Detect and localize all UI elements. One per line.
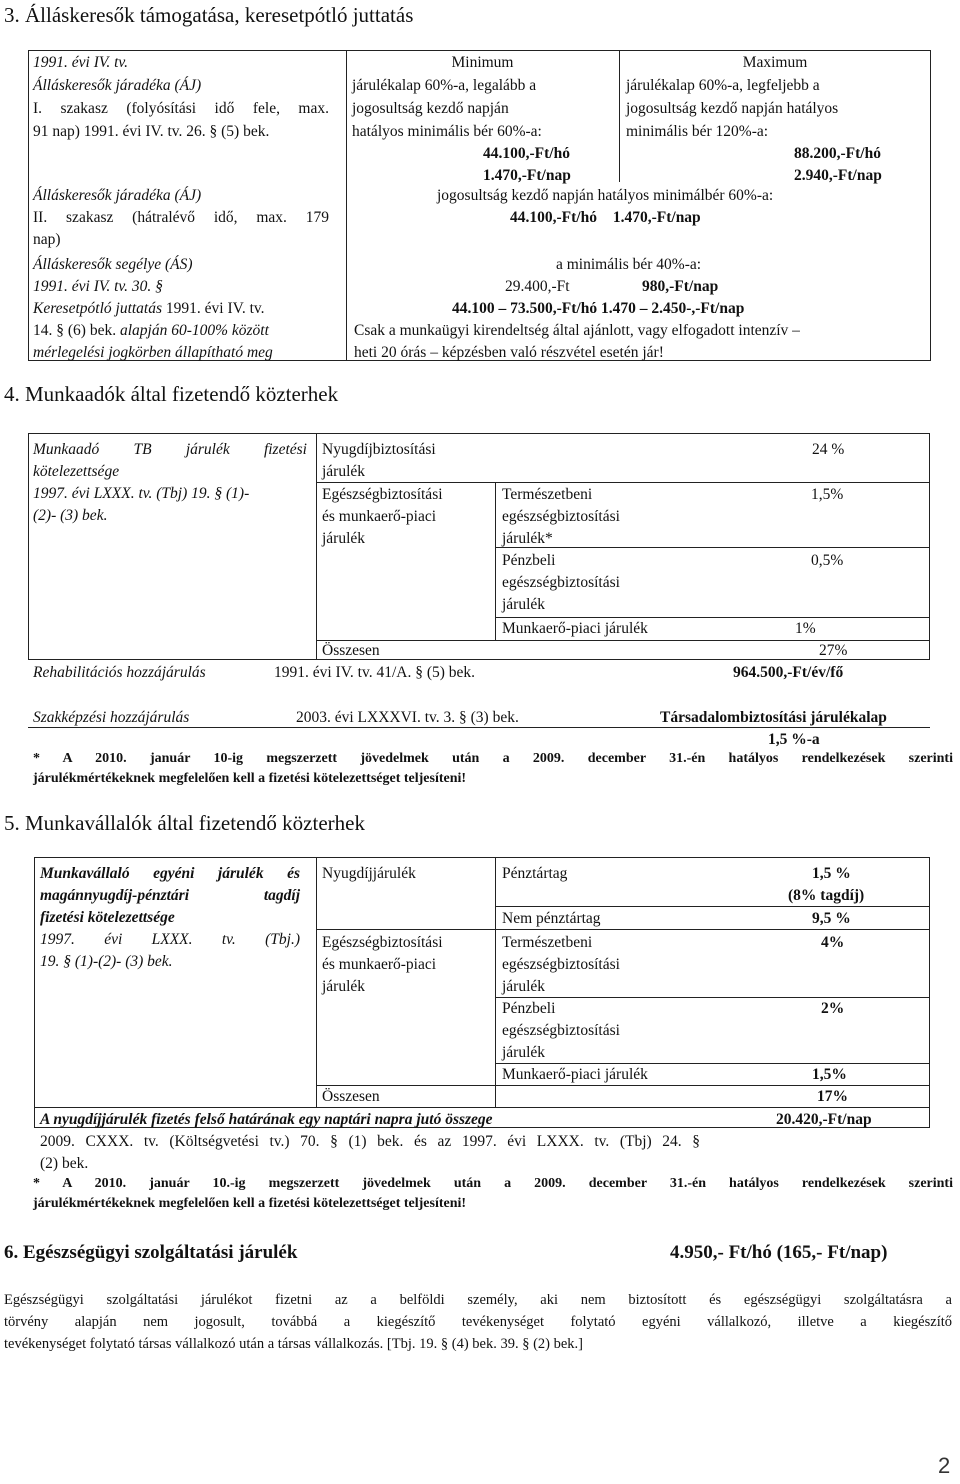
employee-table-divider (495, 857, 496, 1107)
pension-contribution: járulék (322, 463, 366, 480)
row2-value: jogosultság kezdő napján hatályos minimálbér 60%-a: (437, 187, 774, 204)
in-kind-health: járulék (502, 978, 546, 995)
health-contribution: járulék (322, 530, 366, 547)
employer-table-divider (495, 617, 930, 618)
total-label: Összesen (322, 642, 380, 659)
pension-cap-label: A nyugdíjjárulék fizetés felső határának egy naptári napra jutó összege (40, 1111, 493, 1128)
vocational-law: 2003. évi LXXXVI. tv. 3. § (3) bek. (296, 709, 519, 726)
employee-left: fizetési kötelezettsége (40, 909, 175, 926)
row2-label: Álláskeresők járadéka (ÁJ) (33, 187, 202, 204)
cash-health: Pénzbeli (502, 552, 556, 569)
page-number: 2 (938, 1453, 951, 1478)
row4-label: 14. § (6) bek. alapján 60-100% között (33, 322, 269, 339)
rehab-law: 1991. évi IV. tv. 41/A. § (5) bek. (274, 664, 476, 681)
row1-max: minimális bér 120%-a: (626, 123, 769, 140)
rehab-label: Rehabilitációs hozzájárulás (33, 664, 206, 681)
employee-table-divider (495, 1063, 930, 1064)
row1-min: hatályos minimális bér 60%-a: (352, 123, 542, 140)
pension-cap-law: (2) bek. (40, 1155, 89, 1172)
in-kind-health: egészségbiztosítási (502, 956, 620, 973)
employer-left: 1997. évi LXXX. tv. (Tbj) 19. § (1)- (33, 485, 250, 502)
section-3-heading: 3. Álláskeresők támogatása, keresetpótló juttatás (4, 3, 414, 27)
pension-cap-law: 2009. CXXX. tv. (Költségvetési tv.) 70. § (1) bek. és az 1997. évi LXXX. tv. (Tbj) 24. § (40, 1133, 700, 1150)
row4-label: Keresetpótló juttatás 1991. évi IV. tv. (33, 300, 265, 317)
header-law: 1991. évi IV. tv. (33, 54, 128, 71)
row3-value-amount: 29.400,-Ft (505, 278, 570, 295)
pension-rate: 24 % (812, 441, 845, 458)
vocational-rule (28, 727, 930, 728)
employer-left: Munkaadó TB járulék fizetési (33, 441, 307, 458)
vocational-value: 1,5 %-a (768, 731, 820, 748)
health-contribution: és munkaerő-piaci (322, 956, 437, 973)
vocational-value: Társadalombiztosítási járulékalap (660, 709, 887, 726)
cash-health: Pénzbeli (502, 1000, 556, 1017)
row3-label: 1991. évi IV. tv. 30. § (33, 278, 163, 295)
pension-contribution: Nyugdíjjárulék (322, 865, 416, 882)
section-6-heading: 6. Egészségügyi szolgáltatási járulék (4, 1242, 298, 1263)
row1-min: jogosultság kezdő napján (352, 100, 509, 117)
row1-min-value: 44.100,-Ft/hó (483, 145, 570, 162)
employee-table-divider (316, 1085, 930, 1086)
section-6-text: Egészségügyi szolgáltatási járulékot fizetni az a belföldi személy, aki nem biztosított és egészségügyi szolgáltatásra a (4, 1292, 952, 1308)
in-kind-health: Természetbeni (502, 934, 593, 951)
employer-table-divider (495, 547, 930, 548)
row1-label: I. szakasz (folyósítási idő fele, max. (33, 100, 329, 117)
non-fund-member: Nem pénztártag (502, 910, 601, 927)
cash-health-rate: 0,5% (811, 552, 844, 569)
in-kind-health-rate: 1,5% (811, 486, 844, 503)
row4-note: heti 20 órás – képzésben való részvétel esetén jár! (354, 344, 664, 361)
employee-table-divider (316, 857, 317, 1107)
section-6-text: tevékenységet folytató társas vállalkozó után a társas vállalkozás. [Tbj. 19. § (4) bek. 39. § (2) bek.] (4, 1336, 584, 1352)
section-4-heading: 4. Munkaadók által fizetendő közterhek (4, 382, 339, 406)
pension-contribution: Nyugdíjbiztosítási (322, 441, 436, 458)
row1-label: 91 nap) 1991. évi IV. tv. 26. § (5) bek. (33, 123, 270, 140)
labour-market-rate: 1,5% (812, 1066, 847, 1083)
health-contribution: járulék (322, 978, 366, 995)
employee-left: 1997. évi LXXX. tv. (Tbj.) (40, 931, 300, 948)
footnote: járulékmértékeknek megfelelően kell a fizetési kötelezettséget teljesíteni! (33, 771, 467, 786)
labour-market-contribution: Munkaerő-piaci járulék (502, 620, 648, 637)
in-kind-health: Természetbeni (502, 486, 593, 503)
employer-table-divider (316, 433, 317, 660)
row3-label: Álláskeresők segélye (ÁS) (33, 256, 193, 273)
header-maximum: Maximum (742, 54, 808, 71)
row1-max-value: 2.940,-Ft/nap (794, 167, 882, 184)
cash-health: járulék (502, 1044, 546, 1061)
employee-left: 19. § (1)-(2)- (3) bek. (40, 953, 173, 970)
health-contribution: és munkaerő-piaci (322, 508, 437, 525)
labour-market-contribution: Munkaerő-piaci járulék (502, 1066, 648, 1083)
employer-left: (2)- (3) bek. (33, 507, 108, 524)
row2-label: nap) (33, 231, 61, 248)
employee-table-divider (495, 906, 930, 907)
in-kind-health-rate: 4% (821, 934, 845, 951)
non-fund-member-rate: 9,5 % (812, 910, 851, 927)
row4-value: 44.100 – 73.500,-Ft/hó 1.470 – 2.450-,-Ft/nap (452, 300, 745, 317)
fund-member-fee: (8% tagdíj) (788, 887, 865, 904)
footnote: * A 2010. január 10.-ig megszerzett jövedelmek után a 2009. december 31.-én hatályos rendelkezések szerinti (33, 1176, 953, 1191)
row1-max: jogosultság kezdő napján hatályos (626, 100, 839, 117)
row1-min: járulékalap 60%-a, legalább a (352, 77, 537, 94)
employee-left: Munkavállaló egyéni járulék és (40, 865, 300, 882)
vocational-label: Szakképzési hozzájárulás (33, 709, 190, 726)
employee-table-divider (34, 1107, 930, 1108)
row3-value-amount: 980,-Ft/nap (642, 278, 719, 295)
fund-member: Pénztártag (502, 865, 568, 882)
employee-table-divider (495, 997, 930, 998)
row4-note: Csak a munkaügyi kirendeltség által ajánlott, vagy elfogadott intenzív – (354, 322, 800, 339)
cash-health: egészségbiztosítási (502, 574, 620, 591)
section-6-text: törvény alapján nem jogosult, továbbá a kiegészítő tevékenységet folytató egyéni vállalkozó, illetve a kiegészítő (4, 1314, 952, 1330)
rehab-amount: 964.500,-Ft/év/fő (733, 664, 844, 681)
row2-label: II. szakasz (hátralévő idő, max. 179 (33, 209, 329, 226)
labour-market-rate: 1% (795, 620, 816, 637)
row1-max-value: 88.200,-Ft/hó (794, 145, 881, 162)
employee-table-divider (316, 929, 930, 930)
cash-health-rate: 2% (821, 1000, 845, 1017)
header-minimum: Minimum (451, 54, 514, 71)
support-table-col-divider (346, 50, 347, 361)
row3-value: a minimális bér 40%-a: (556, 256, 702, 273)
health-contribution: Egészségbiztosítási (322, 934, 443, 951)
employer-table-divider (316, 640, 930, 641)
total-rate: 27% (819, 642, 848, 659)
pension-cap-amount: 20.420,-Ft/nap (776, 1111, 872, 1128)
total-label: Összesen (322, 1088, 380, 1105)
health-contribution: Egészségbiztosítási (322, 486, 443, 503)
employee-left: magánnyugdíj-pénztári tagdíj (40, 887, 300, 904)
employer-left: kötelezettsége (33, 463, 120, 480)
section-5-heading: 5. Munkavállalók által fizetendő közterhek (4, 811, 365, 835)
cash-health: egészségbiztosítási (502, 1022, 620, 1039)
total-rate: 17% (817, 1088, 848, 1105)
row1-label: Álláskeresők járadéka (ÁJ) (33, 77, 202, 94)
cash-health: járulék (502, 596, 546, 613)
row4-label: mérlegelési jogkörben állapítható meg (33, 344, 273, 361)
in-kind-health: járulék* (502, 530, 553, 547)
footnote: * A 2010. január 10-ig megszerzett jövedelmek után a 2009. december 31.-én hatályos rendelkezések szerinti (33, 751, 953, 766)
row2-value-amount: 44.100,-Ft/hó 1.470,-Ft/nap (510, 209, 701, 226)
row1-max: járulékalap 60%-a, legfeljebb a (626, 77, 820, 94)
fund-member-rate: 1,5 % (812, 865, 851, 882)
in-kind-health: egészségbiztosítási (502, 508, 620, 525)
employer-table-divider (316, 482, 930, 483)
section-6-amount: 4.950,- Ft/hó (165,- Ft/nap) (670, 1242, 888, 1263)
row1-min-value: 1.470,-Ft/nap (483, 167, 571, 184)
footnote: járulékmértékeknek megfelelően kell a fizetési kötelezettséget teljesíteni! (33, 1196, 467, 1211)
